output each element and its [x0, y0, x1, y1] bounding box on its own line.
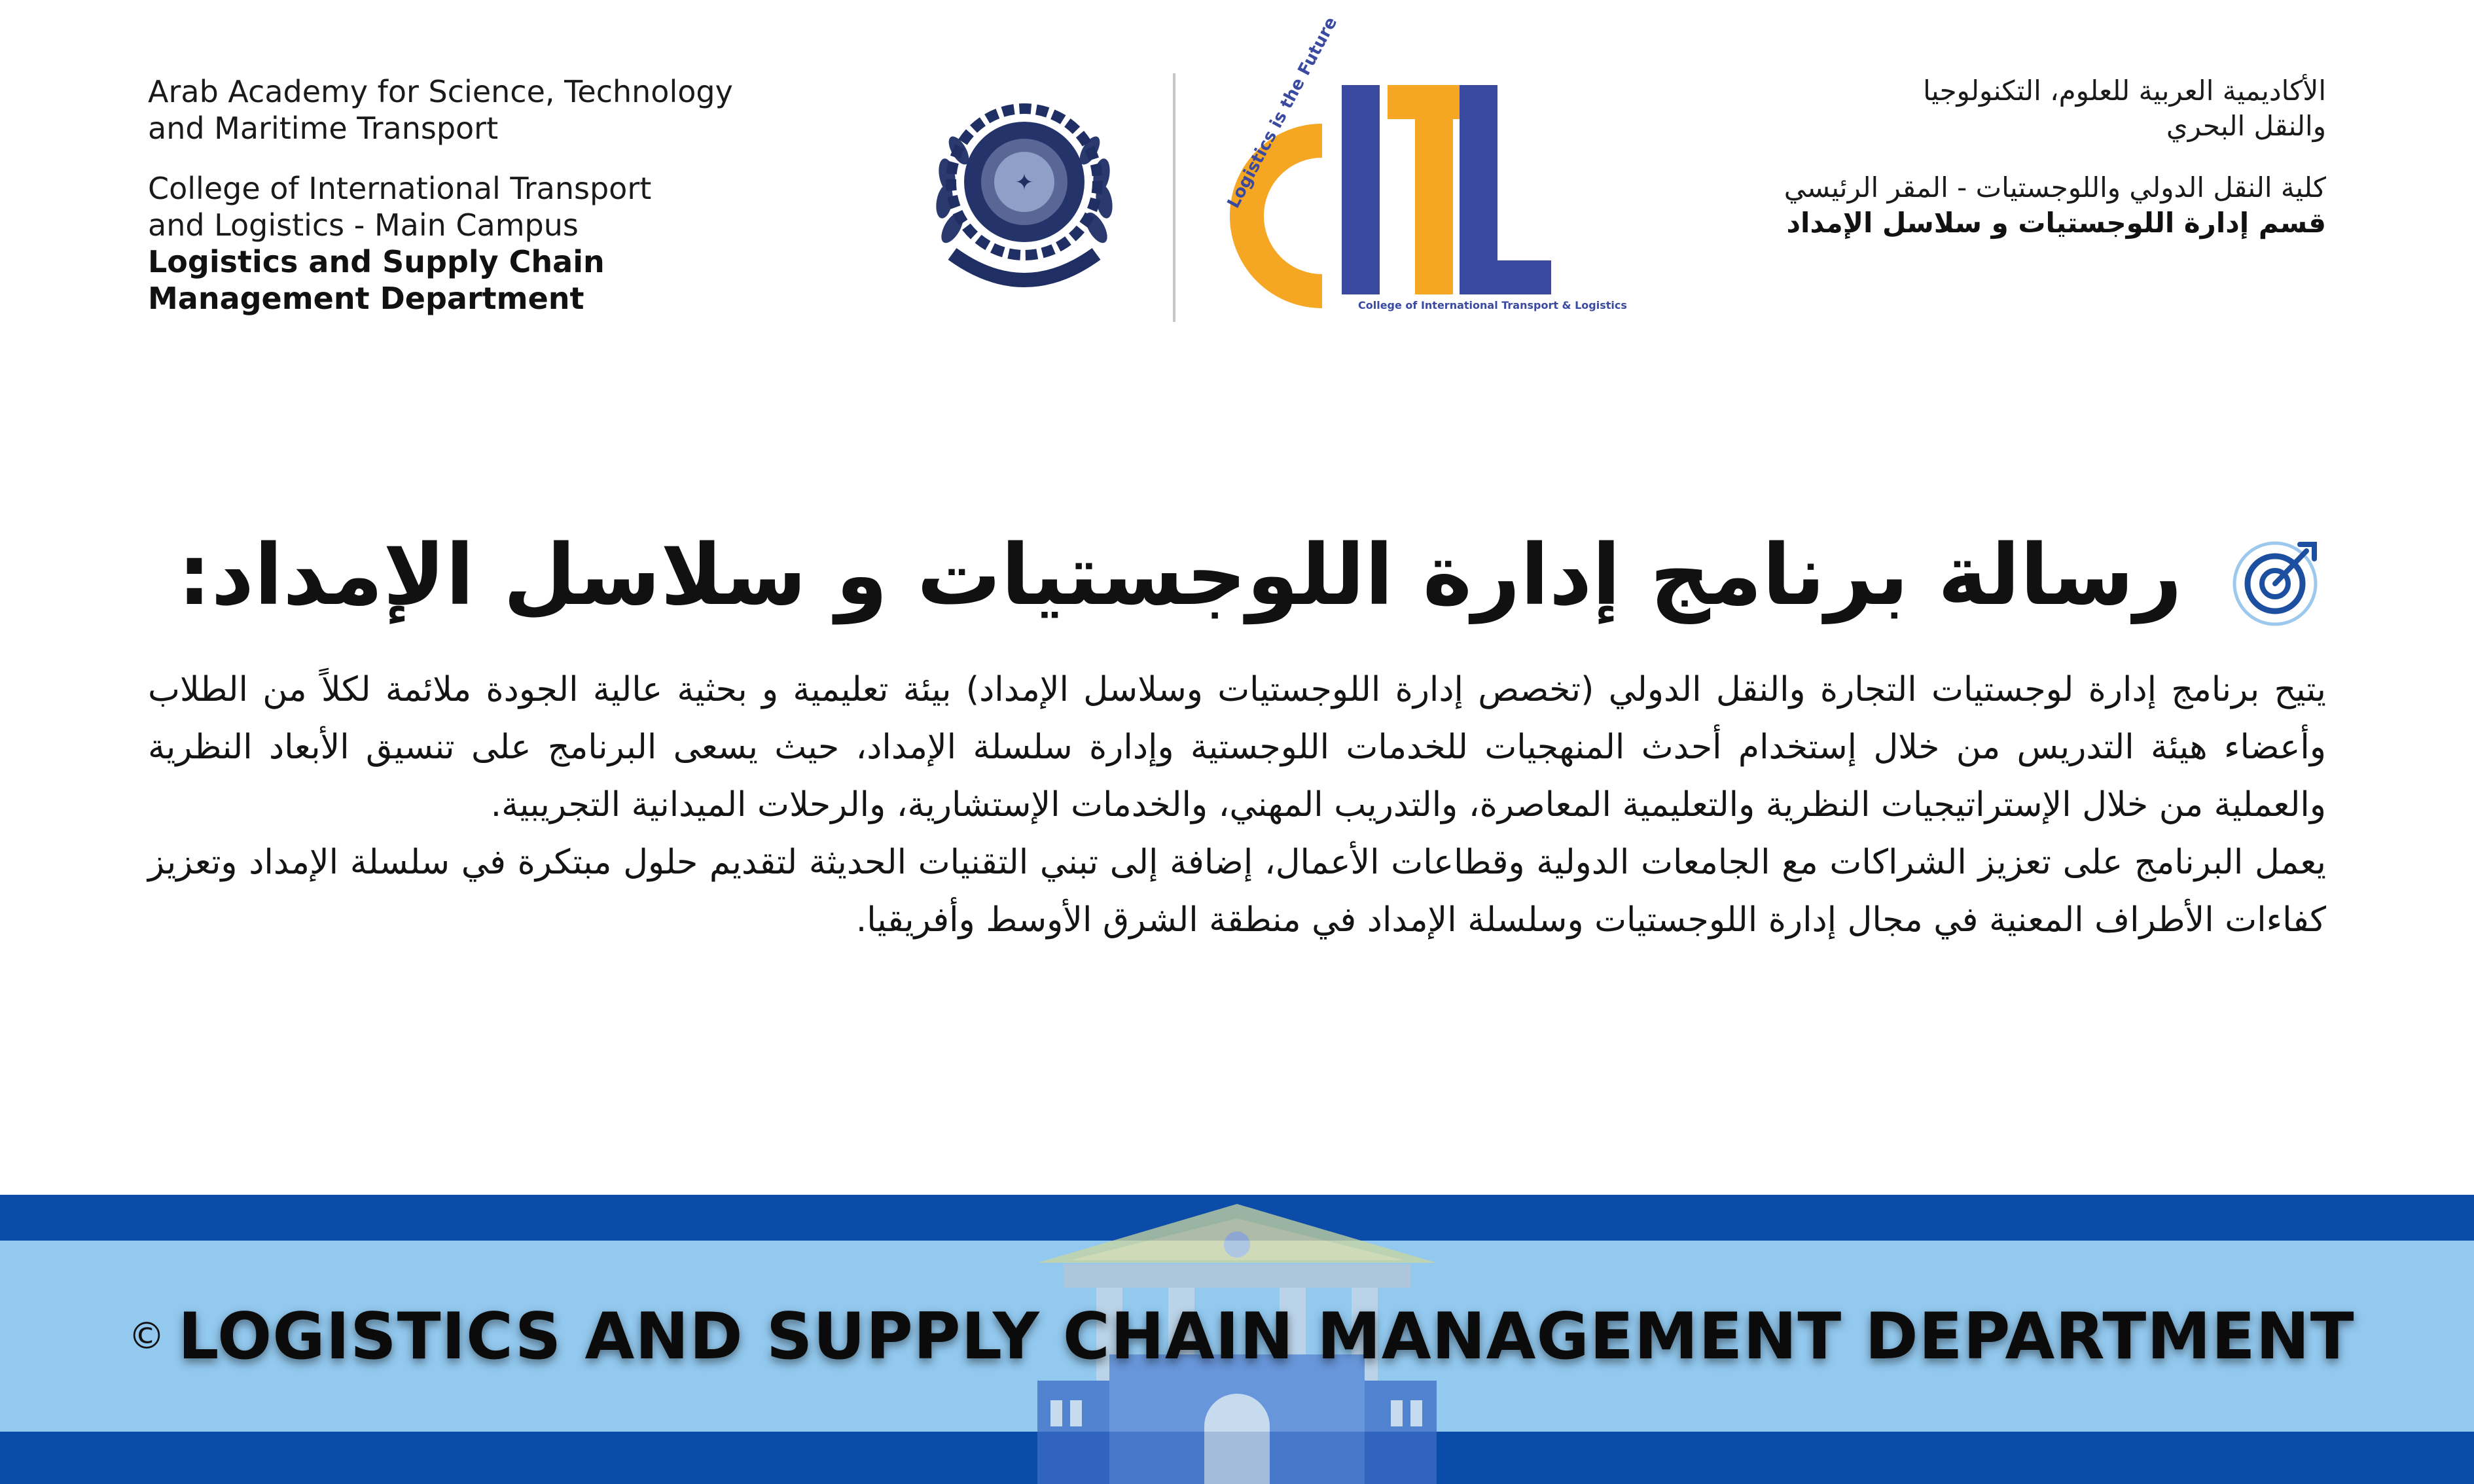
logo-separator [1173, 73, 1175, 322]
department-name-line1: Logistics and Supply Chain [148, 244, 605, 279]
academy-name-ar-line1: الأكاديمية العربية للعلوم، التكنولوجيا [1923, 75, 2326, 107]
college-name-line2: and Logistics - Main Campus [148, 207, 579, 243]
citl-slogan: Logistics is the Future [1223, 14, 1342, 212]
mission-paragraph-2: يعمل البرنامج على تعزيز الشراكات مع الجامعات الدولية وقطاعات الأعمال، إضافة إلى تبني التقنيات الحديثة لتقديم حلول مبتكرة في سلسلة الإمداد وتعزيز كفاءات الأطراف المعنية في مجال إدارة اللوجستيات وسلسلة الإمداد في منطقة الشرق الأوسط وأفريقيا. [148, 843, 2326, 940]
footer-department-name: LOGISTICS AND SUPPLY CHAIN MANAGEMENT DEPARTMENT [178, 1299, 2355, 1374]
header-arabic [1475, 73, 2326, 241]
aast-seal-logo [906, 77, 1142, 313]
college-name-ar: كلية النقل الدولي واللوجستيات - المقر الرئيسي [1784, 171, 2326, 203]
department-name-line2: Management Department [148, 281, 584, 316]
academy-name-line2: and Maritime Transport [148, 111, 499, 146]
svg-text:✦: ✦ [1014, 169, 1034, 196]
department-name-ar: قسم إدارة اللوجستيات و سلاسل الإمداد [1786, 207, 2326, 239]
mission-paragraph-1: يتيح برنامج إدارة لوجستيات التجارة والنقل الدولي (تخصص إدارة اللوجستيات وسلاسل الإمداد) بيئة تعليمية و بحثية عالية الجودة ملائمة لكلاً من الطلاب وأعضاء هيئة التدريس من خلال إستخدام أحدث المنهجيات للخدمات اللوجستية وإدارة سلسلة الإمداد، حيث يسعى البرنامج على تنسيق الأبعاد النظرية والعملية من خلال الإستراتيجيات النظرية والتعليمية المعاصرة، والتدريب المهني، والخدمات الإستشارية، والرحلات الميدانية التجريبية. [148, 670, 2326, 824]
college-name-line1: College of International Transport [148, 171, 652, 206]
mission-title-row [166, 510, 2326, 641]
target-icon [2228, 531, 2326, 629]
header-english [148, 73, 933, 317]
mission-title: رسالة برنامج إدارة اللوجستيات و سلاسل الإمداد: [177, 527, 2182, 624]
mission-body [148, 661, 2326, 949]
citl-caption: College of International Transport & Logistics [1358, 299, 1627, 311]
academy-name-ar-line2: والنقل البحري [2166, 110, 2326, 142]
copyright-symbol: © [128, 1315, 165, 1358]
academy-name-line1: Arab Academy for Science, Technology [148, 74, 733, 109]
